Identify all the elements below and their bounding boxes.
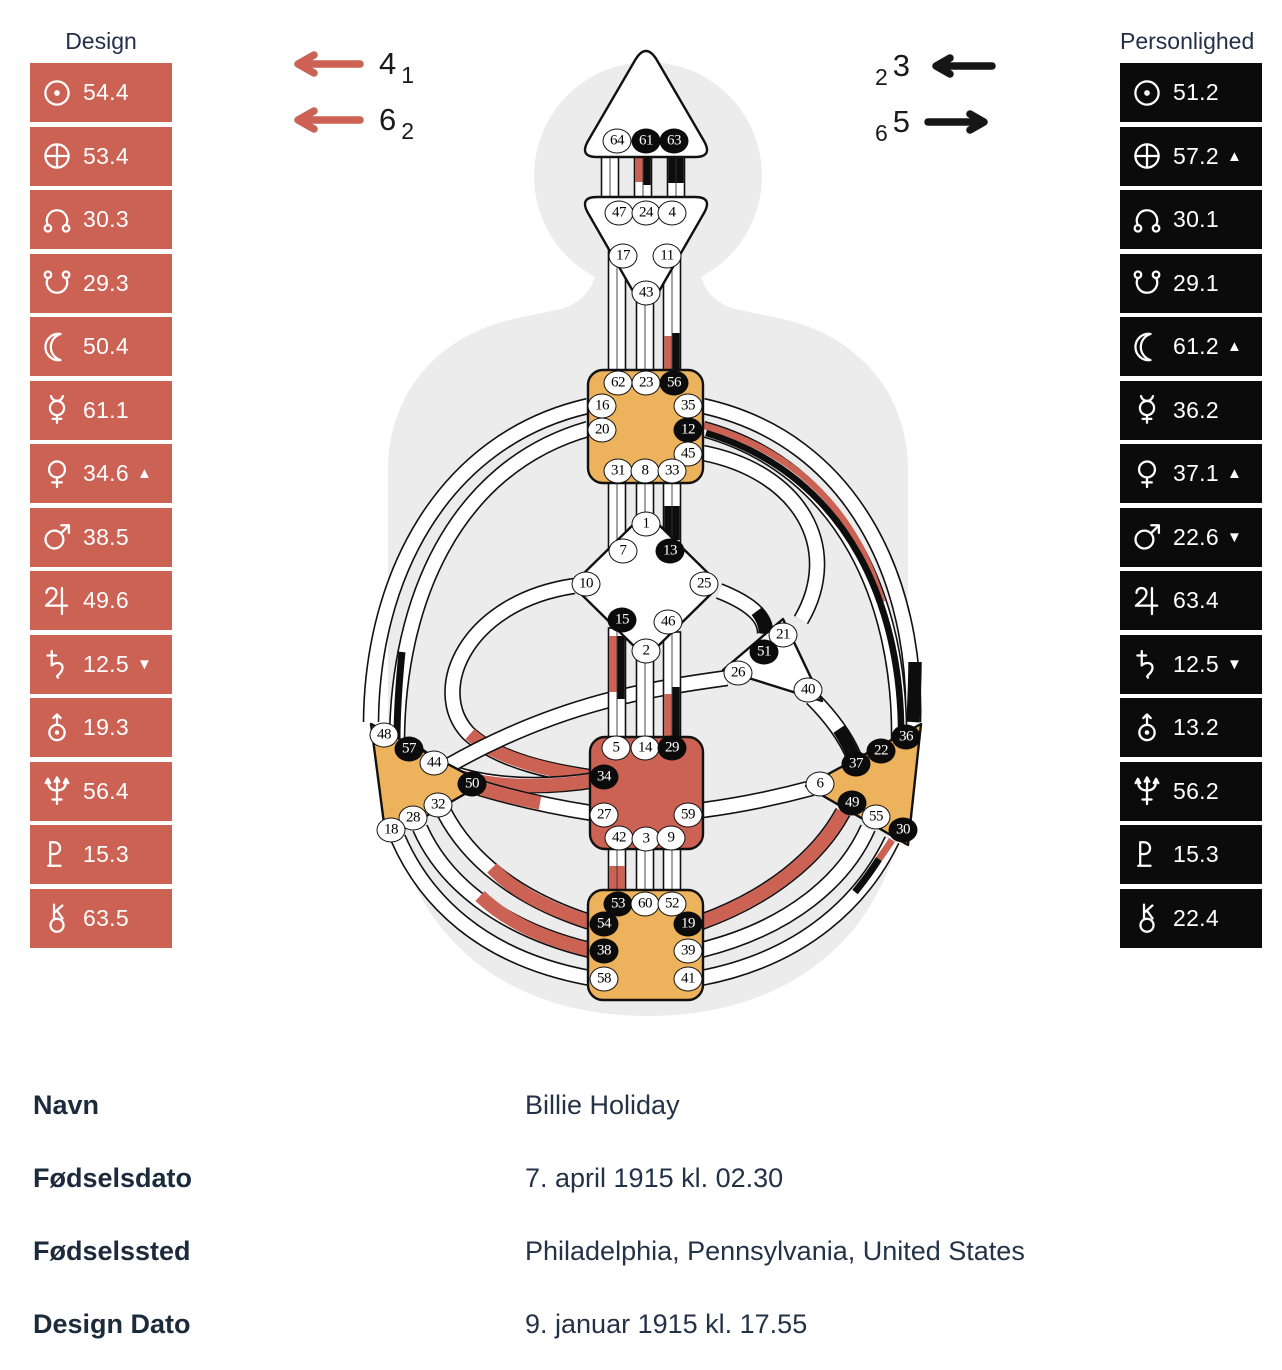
arrow-sub-number: 2	[401, 117, 415, 144]
gate-58: 58	[590, 967, 619, 992]
arrow-sub-number: 1	[401, 61, 415, 88]
gate-line-value: 54.4	[83, 79, 129, 105]
info-row-1	[33, 1163, 783, 1194]
personality-row-saturn	[1120, 635, 1262, 694]
design-row-chiron	[30, 889, 172, 948]
personality-row-venus	[1120, 444, 1262, 503]
design-row-mars	[30, 508, 172, 567]
gate-38: 38	[590, 939, 619, 964]
left-arrow-icon	[924, 52, 996, 80]
pluto-icon	[40, 838, 74, 872]
south-node-icon	[40, 266, 74, 300]
gate-19: 19	[674, 912, 703, 937]
gate-6: 6	[806, 772, 835, 797]
design-row-pluto	[30, 825, 172, 884]
jupiter-icon	[40, 584, 74, 618]
gate-line-value: 61.1	[83, 396, 129, 423]
gate-line-value: 29.3	[83, 269, 129, 296]
gate-52: 52	[658, 892, 687, 917]
gate-14: 14	[631, 736, 660, 761]
gate-16: 16	[588, 394, 617, 419]
left-arrow-icon	[285, 106, 365, 134]
jupiter-icon	[1130, 584, 1164, 618]
gate-36: 36	[892, 725, 921, 750]
personality-row-mercury	[1120, 381, 1262, 440]
gate-35: 35	[674, 394, 703, 419]
gate-line-value: 51.2	[1173, 79, 1219, 105]
gate-line-value: 56.2	[1173, 777, 1219, 804]
gate-63: 63	[660, 129, 689, 154]
gate-45: 45	[674, 442, 703, 467]
gate-28: 28	[399, 806, 428, 831]
gate-39: 39	[674, 939, 703, 964]
design-arrow-bottom	[285, 102, 417, 144]
arrow-main-number: 3	[892, 48, 911, 83]
personality-panel	[1120, 26, 1262, 952]
gate-24: 24	[632, 201, 661, 226]
design-row-mercury	[30, 381, 172, 440]
mercury-icon	[40, 393, 74, 427]
info-value: Philadelphia, Pennsylvania, United States	[525, 1236, 1025, 1266]
personality-row-pluto	[1120, 825, 1262, 884]
personality-row-neptune	[1120, 762, 1262, 821]
info-label: Fødselsdato	[33, 1163, 193, 1193]
gate-23: 23	[632, 371, 661, 396]
gate-10: 10	[572, 572, 601, 597]
gate-42: 42	[605, 826, 634, 851]
gate-17: 17	[609, 244, 638, 269]
gate-21: 21	[769, 623, 798, 648]
gate-51: 51	[750, 640, 779, 665]
gate-56: 56	[660, 371, 689, 396]
gate-64: 64	[603, 129, 632, 154]
gate-55: 55	[862, 805, 891, 830]
arrow-main-number: 6	[379, 102, 397, 137]
gate-line-value: 50.4	[83, 333, 129, 359]
info-value: Billie Holiday	[525, 1090, 680, 1120]
gate-41: 41	[674, 967, 703, 992]
personality-row-jupiter	[1120, 571, 1262, 630]
gate-line-value: 13.2	[1173, 714, 1219, 740]
gate-line-value: 34.6	[83, 460, 129, 486]
sun-icon	[1130, 76, 1164, 110]
design-row-venus	[30, 444, 172, 503]
info-row-0	[33, 1090, 680, 1121]
personality-arrow-top	[872, 48, 996, 90]
moon-icon	[40, 330, 74, 364]
personality-row-south_node	[1120, 254, 1262, 313]
earth-icon	[1130, 139, 1164, 173]
mars-icon	[40, 520, 74, 554]
fixing-up-triangle-icon: ▲	[1226, 465, 1242, 482]
gate-50: 50	[458, 772, 487, 797]
gate-54: 54	[590, 912, 619, 937]
left-arrow-icon	[285, 50, 365, 78]
info-row-2	[33, 1236, 1025, 1267]
mercury-icon	[1130, 393, 1164, 427]
gate-line-value: 30.1	[1173, 206, 1219, 232]
gate-27: 27	[590, 803, 619, 828]
gate-43: 43	[632, 281, 661, 306]
gate-30: 30	[889, 818, 918, 843]
gate-59: 59	[674, 803, 703, 828]
gate-57: 57	[395, 737, 424, 762]
gate-line-value: 22.4	[1173, 904, 1219, 931]
fixing-up-triangle-icon: ▲	[1226, 147, 1242, 165]
gate-5: 5	[602, 736, 631, 761]
personality-row-sun	[1120, 63, 1262, 122]
gate-line-value: 22.6	[1173, 523, 1219, 550]
gate-44: 44	[420, 751, 449, 776]
gate-2: 2	[632, 639, 661, 664]
gate-line-value: 38.5	[83, 523, 129, 550]
gate-40: 40	[794, 678, 823, 703]
personality-rows	[1120, 63, 1262, 948]
gate-line-value: 15.3	[83, 841, 129, 867]
gate-1: 1	[632, 512, 661, 537]
gate-20: 20	[588, 418, 617, 443]
personality-row-chiron	[1120, 889, 1262, 948]
arrow-sub-number: 6	[875, 119, 888, 146]
gate-line-value: 61.2	[1173, 333, 1219, 359]
gate-31: 31	[604, 459, 633, 484]
design-row-sun	[30, 63, 172, 122]
design-row-earth	[30, 127, 172, 186]
gate-line-value: 57.2	[1173, 142, 1219, 169]
design-row-uranus	[30, 698, 172, 757]
design-row-south_node	[30, 254, 172, 313]
info-value: 7. april 1915 kl. 02.30	[525, 1163, 784, 1193]
gate-26: 26	[724, 661, 753, 686]
personality-row-earth	[1120, 127, 1262, 186]
arrow-sub-number: 2	[875, 63, 888, 90]
info-value: 9. januar 1915 kl. 17.55	[525, 1309, 808, 1339]
saturn-icon	[1130, 647, 1164, 681]
gate-line-value: 12.5	[83, 650, 129, 677]
gate-line-value: 12.5	[1173, 650, 1219, 677]
saturn-icon	[40, 647, 74, 681]
gate-46: 46	[654, 610, 683, 635]
south-node-icon	[1130, 266, 1164, 300]
gate-8: 8	[631, 459, 660, 484]
gate-12: 12	[674, 418, 703, 443]
gate-7: 7	[609, 539, 638, 564]
gate-line-value: 29.1	[1173, 269, 1219, 296]
fixing-up-triangle-icon: ▲	[136, 465, 152, 482]
fixing-up-triangle-icon: ▲	[1226, 338, 1242, 355]
neptune-icon	[40, 774, 74, 808]
gate-22: 22	[867, 739, 896, 764]
gate-line-value: 63.4	[1173, 587, 1219, 613]
fixing-down-triangle-icon: ▼	[136, 655, 152, 673]
gate-47: 47	[605, 201, 634, 226]
gate-line-value: 19.3	[83, 714, 129, 740]
gate-25: 25	[690, 572, 719, 597]
gate-61: 61	[632, 129, 661, 154]
info-label: Fødselssted	[33, 1236, 191, 1266]
gate-60: 60	[631, 892, 660, 917]
gate-62: 62	[604, 371, 633, 396]
moon-icon	[1130, 330, 1164, 364]
earth-icon	[40, 139, 74, 173]
design-rows	[30, 63, 172, 948]
gate-4: 4	[658, 201, 687, 226]
gate-3: 3	[632, 827, 661, 852]
gate-line-value: 36.2	[1173, 396, 1219, 423]
gate-49: 49	[838, 791, 867, 816]
gate-29: 29	[658, 736, 687, 761]
north-node-icon	[1130, 203, 1164, 237]
arrow-main-number: 5	[892, 104, 911, 139]
fixing-down-triangle-icon: ▼	[1226, 528, 1242, 546]
info-label: Navn	[33, 1090, 100, 1120]
personality-arrow-bottom	[872, 104, 996, 146]
personality-panel-title: Personlighed	[1120, 28, 1255, 54]
gate-line-value: 49.6	[83, 587, 129, 613]
gate-line-value: 63.5	[83, 904, 129, 931]
design-row-neptune	[30, 762, 172, 821]
fixing-down-triangle-icon: ▼	[1226, 655, 1242, 673]
venus-icon	[1130, 457, 1164, 491]
gate-15: 15	[608, 608, 637, 633]
mars-icon	[1130, 520, 1164, 554]
design-row-moon	[30, 317, 172, 376]
sun-icon	[40, 76, 74, 110]
gate-34: 34	[590, 765, 619, 790]
chiron-icon	[1130, 901, 1164, 935]
design-row-jupiter	[30, 571, 172, 630]
design-arrow-top	[285, 46, 417, 88]
north-node-icon	[40, 203, 74, 237]
chiron-icon	[40, 901, 74, 935]
gate-line-value: 30.3	[83, 206, 129, 232]
personality-row-uranus	[1120, 698, 1262, 757]
personality-row-north_node	[1120, 190, 1262, 249]
gate-line-value: 37.1	[1173, 460, 1219, 486]
gate-37: 37	[842, 752, 871, 777]
gate-18: 18	[377, 818, 406, 843]
design-panel-title: Design	[65, 28, 137, 54]
gate-line-value: 56.4	[83, 777, 129, 804]
right-arrow-icon	[924, 108, 996, 136]
gate-33: 33	[658, 459, 687, 484]
design-row-saturn	[30, 635, 172, 694]
design-row-north_node	[30, 190, 172, 249]
arrow-main-number: 4	[379, 46, 397, 81]
gate-line-value: 15.3	[1173, 841, 1219, 867]
pluto-icon	[1130, 838, 1164, 872]
gate-9: 9	[657, 826, 686, 851]
gate-53: 53	[604, 892, 633, 917]
gate-13: 13	[656, 539, 685, 564]
gate-11: 11	[653, 244, 682, 269]
info-row-3	[33, 1309, 807, 1340]
personality-row-mars	[1120, 508, 1262, 567]
uranus-icon	[1130, 711, 1164, 745]
gate-48: 48	[370, 723, 399, 748]
gate-line-value: 53.4	[83, 142, 129, 169]
uranus-icon	[40, 711, 74, 745]
gate-32: 32	[424, 793, 453, 818]
personality-row-moon	[1120, 317, 1262, 376]
venus-icon	[40, 457, 74, 491]
neptune-icon	[1130, 774, 1164, 808]
info-label: Design Dato	[33, 1309, 191, 1339]
design-panel	[30, 26, 172, 952]
